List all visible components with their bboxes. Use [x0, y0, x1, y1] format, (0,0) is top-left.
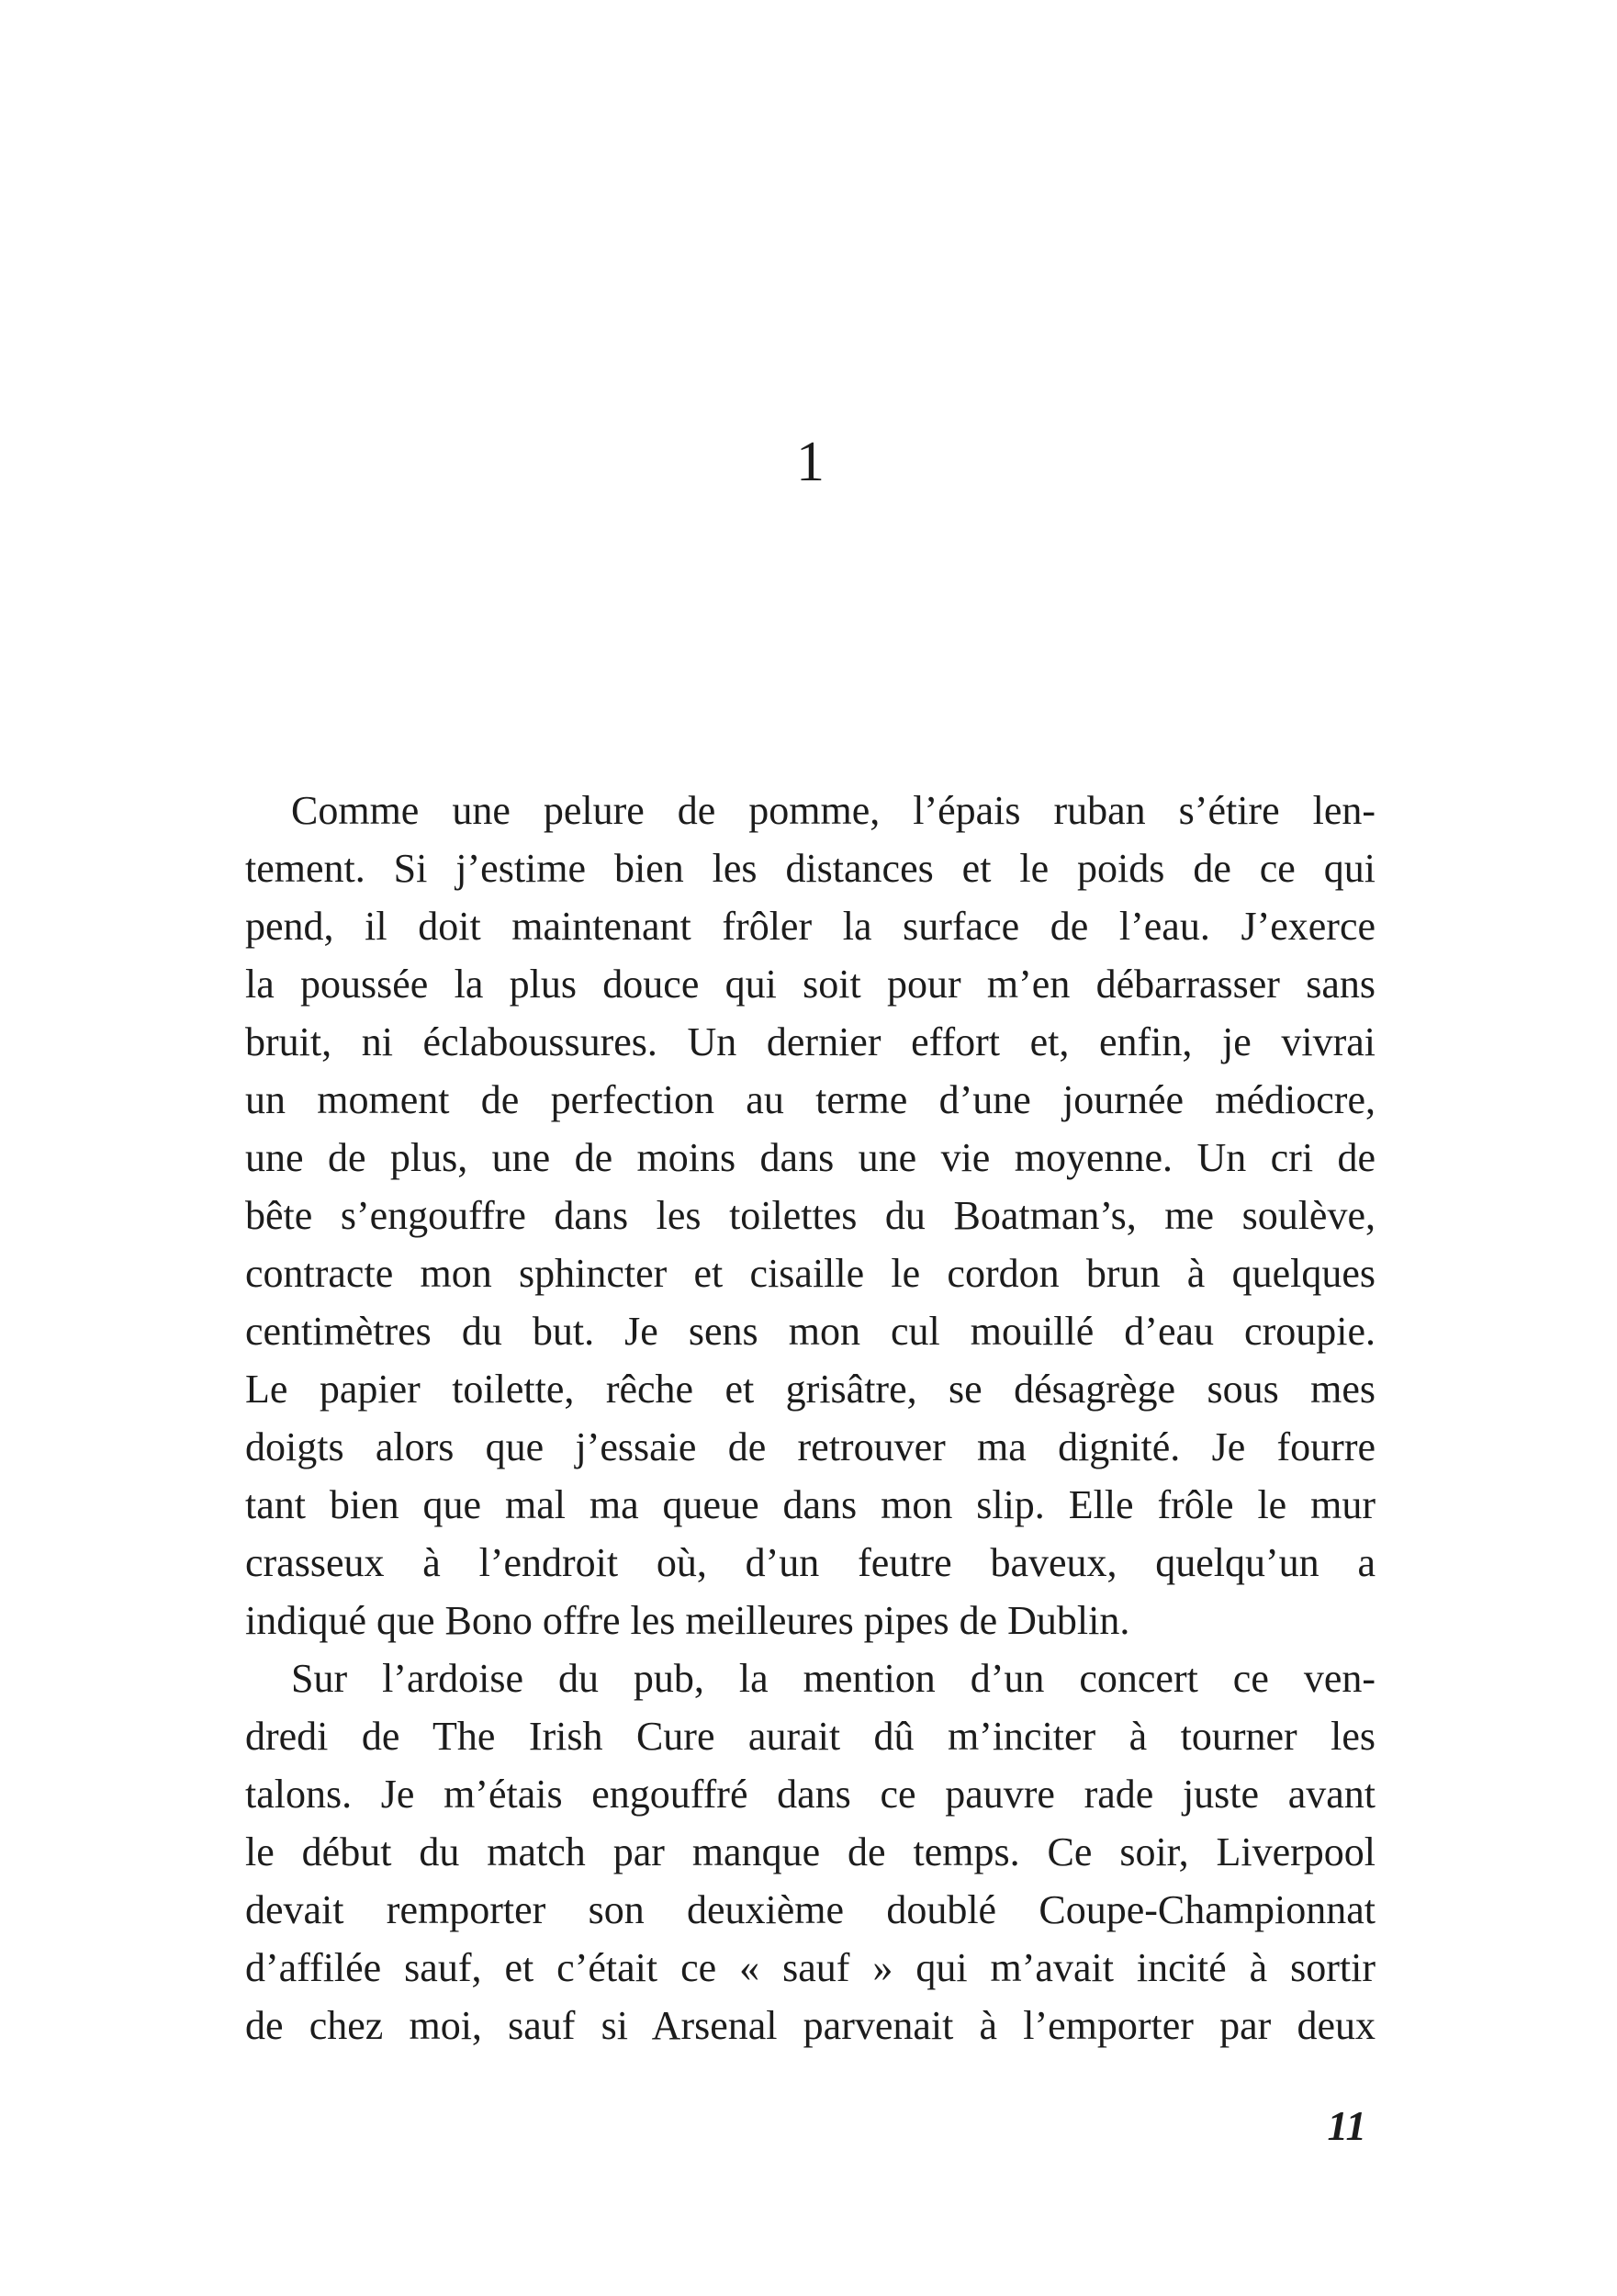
text-line: de chez moi, sauf si Arsenal parvenait à l’emporter par deux [245, 2003, 1376, 2048]
text-line: devait remporter son deuxième doublé Coupe-Championnat [245, 1887, 1376, 1932]
text-line: crasseux à l’endroit où, d’un feutre baveux, quelqu’un a [245, 1540, 1376, 1585]
text-line: pend, il doit maintenant frôler la surface de l’eau. J’exerce [245, 904, 1376, 949]
text-line: bête s’engouffre dans les toilettes du Boatman’s, me soulève, [245, 1193, 1376, 1238]
text-line: contracte mon sphincter et cisaille le cordon brun à quelques [245, 1251, 1376, 1296]
text-line: talons. Je m’étais engouffré dans ce pauvre rade juste avant [245, 1772, 1376, 1817]
text-line: une de plus, une de moins dans une vie moyenne. Un cri de [245, 1135, 1376, 1180]
text-line: centimètres du but. Je sens mon cul mouillé d’eau croupie. [245, 1309, 1376, 1354]
text-line: Comme une pelure de pomme, l’épais ruban s’étire len- [291, 788, 1376, 833]
text-line: le début du match par manque de temps. Ce soir, Liverpool [245, 1829, 1376, 1874]
chapter-number: 1 [796, 431, 825, 493]
text-line: bruit, ni éclaboussures. Un dernier effort et, enfin, je vivrai [245, 1019, 1376, 1064]
text-line: indiqué que Bono offre les meilleures pipes de Dublin. [245, 1598, 1130, 1643]
page-number: 11 [1327, 2103, 1366, 2149]
text-line: la poussée la plus douce qui soit pour m’en débarrasser sans [245, 962, 1376, 1007]
text-line: tant bien que mal ma queue dans mon slip. Elle frôle le mur [245, 1482, 1376, 1527]
text-line: Sur l’ardoise du pub, la mention d’un concert ce ven- [291, 1656, 1376, 1701]
text-line: d’affilée sauf, et c’était ce « sauf » qui m’avait incité à sortir [245, 1945, 1376, 1990]
text-line: tement. Si j’estime bien les distances et le poids de ce qui [245, 846, 1376, 891]
text-line: doigts alors que j’essaie de retrouver ma dignité. Je fourre [245, 1424, 1376, 1469]
text-line: un moment de perfection au terme d’une journée médiocre, [245, 1077, 1376, 1122]
text-line: dredi de The Irish Cure aurait dû m’inciter à tourner les [245, 1714, 1376, 1759]
text-line: Le papier toilette, rêche et grisâtre, se désagrège sous mes [245, 1367, 1376, 1412]
body-text [245, 782, 1376, 2054]
